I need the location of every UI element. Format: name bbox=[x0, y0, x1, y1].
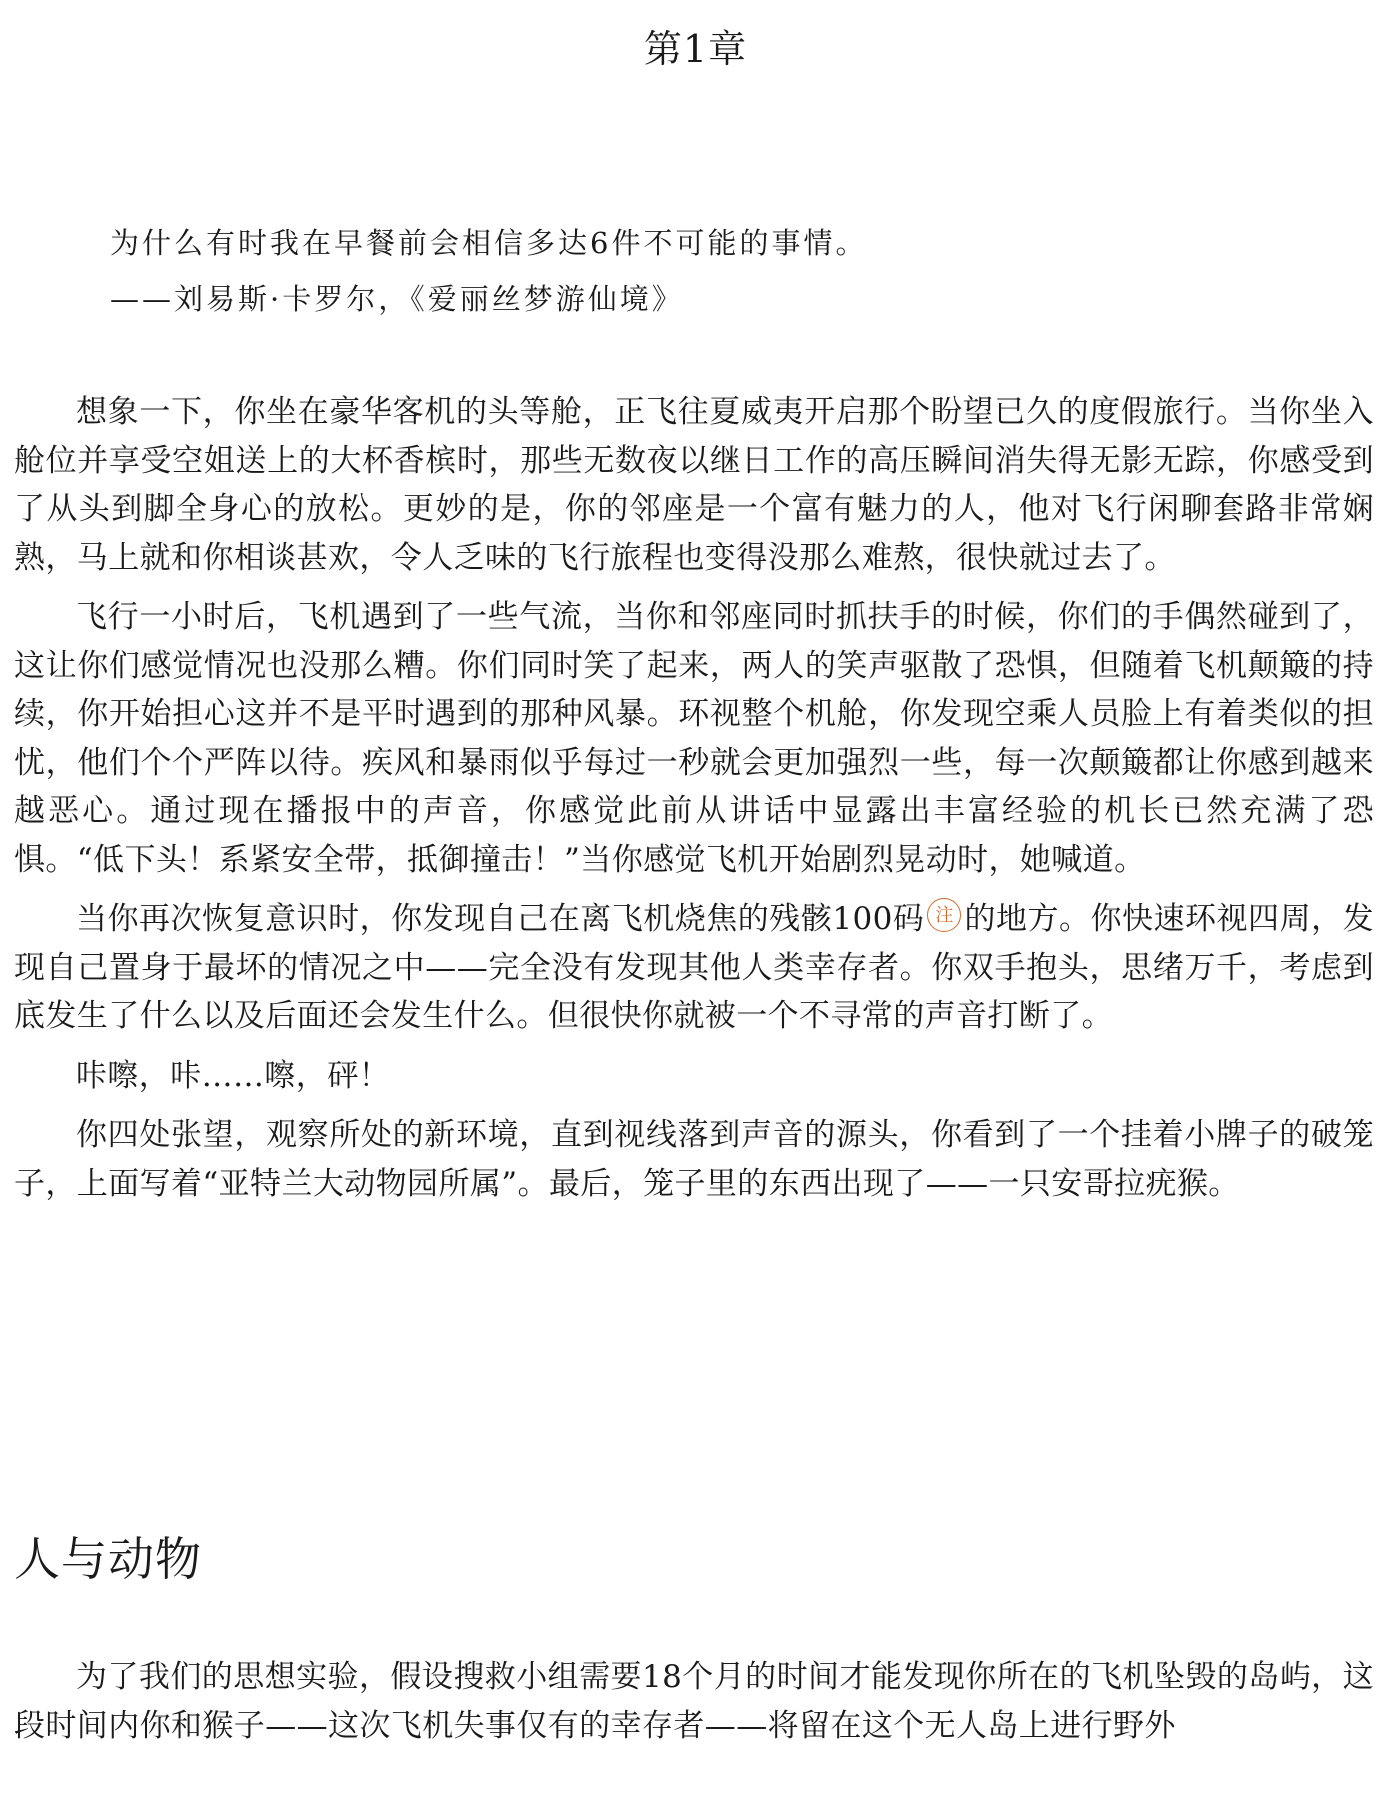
chapter-body bbox=[14, 388, 1374, 1219]
epigraph-attribution: ——刘易斯·卡罗尔，《爱丽丝梦游仙境》 bbox=[110, 282, 684, 316]
section-heading: 人与动物 bbox=[14, 1532, 202, 1586]
paragraph-with-note bbox=[14, 895, 1374, 1041]
paragraph: 为了我们的思想实验，假设搜救小组需要18个月的时间才能发现你所在的飞机坠毁的岛屿，这段时间内你和猴子——这次飞机失事仅有的幸存者——将留在这个无人岛上进行野外 bbox=[14, 1659, 1374, 1744]
epigraph bbox=[110, 215, 1260, 327]
paragraph: 飞行一小时后，飞机遇到了一些气流，当你和邻座同时抓扶手的时候，你们的手偶然碰到了，这让你们感觉情况也没那么糟。你们同时笑了起来，两人的笑声驱散了恐惧，但随着飞机颠簸的持续，你开始担心这并不是平时遇到的那种风暴。环视整个机舱，你发现空乘人员脸上有着类似的担忧，他们个个严阵以待。疾风和暴雨似乎每过一秒就会更加强烈一些，每一次颠簸都让你感到越来越恶心。通过现在播报中的声音，你感觉此前从讲话中显露出丰富经验的机长已然充满了恐惧。“低下头！系紧安全带，抵御撞击！”当你感觉飞机开始剧烈晃动时，她喊道。 bbox=[14, 599, 1374, 878]
paragraph-text: 的地方。你快速环视四周，发现自己置身于最坏的情况之中——完全没有发现其他人类幸存者。你双手抱头，思绪万千，考虑到底发生了什么以及后面还会发生什么。但很快你就被一个不寻常的声音打断了。 bbox=[14, 901, 1375, 1034]
paragraph-text: 当你再次恢复意识时，你发现自己在离飞机烧焦的残骸100码 bbox=[76, 901, 925, 937]
section-body bbox=[14, 1653, 1374, 1750]
paragraph: 想象一下，你坐在豪华客机的头等舱，正飞往夏威夷开启那个盼望已久的度假旅行。当你坐入舱位并享受空姐送上的大杯香槟时，那些无数夜以继日工作的高压瞬间消失得无影无踪，你感受到了从头到脚全身心的放松。更妙的是，你的邻座是一个富有魅力的人，他对飞行闲聊套路非常娴熟，马上就和你相谈甚欢，令人乏味的飞行旅程也变得没那么难熬，很快就过去了。 bbox=[14, 394, 1374, 576]
paragraph: 你四处张望，观察所处的新环境，直到视线落到声音的源头，你看到了一个挂着小牌子的破笼子，上面写着“亚特兰大动物园所属”。最后，笼子里的东西出现了——一只安哥拉疣猴。 bbox=[14, 1117, 1374, 1202]
chapter-title: 第1章 bbox=[643, 27, 748, 71]
epigraph-quote: 为什么有时我在早餐前会相信多达6件不可能的事情。 bbox=[110, 226, 868, 260]
footnote-icon[interactable]: 注 bbox=[927, 898, 961, 932]
paragraph: 咔嚓，咔……嚓，砰！ bbox=[76, 1057, 390, 1094]
